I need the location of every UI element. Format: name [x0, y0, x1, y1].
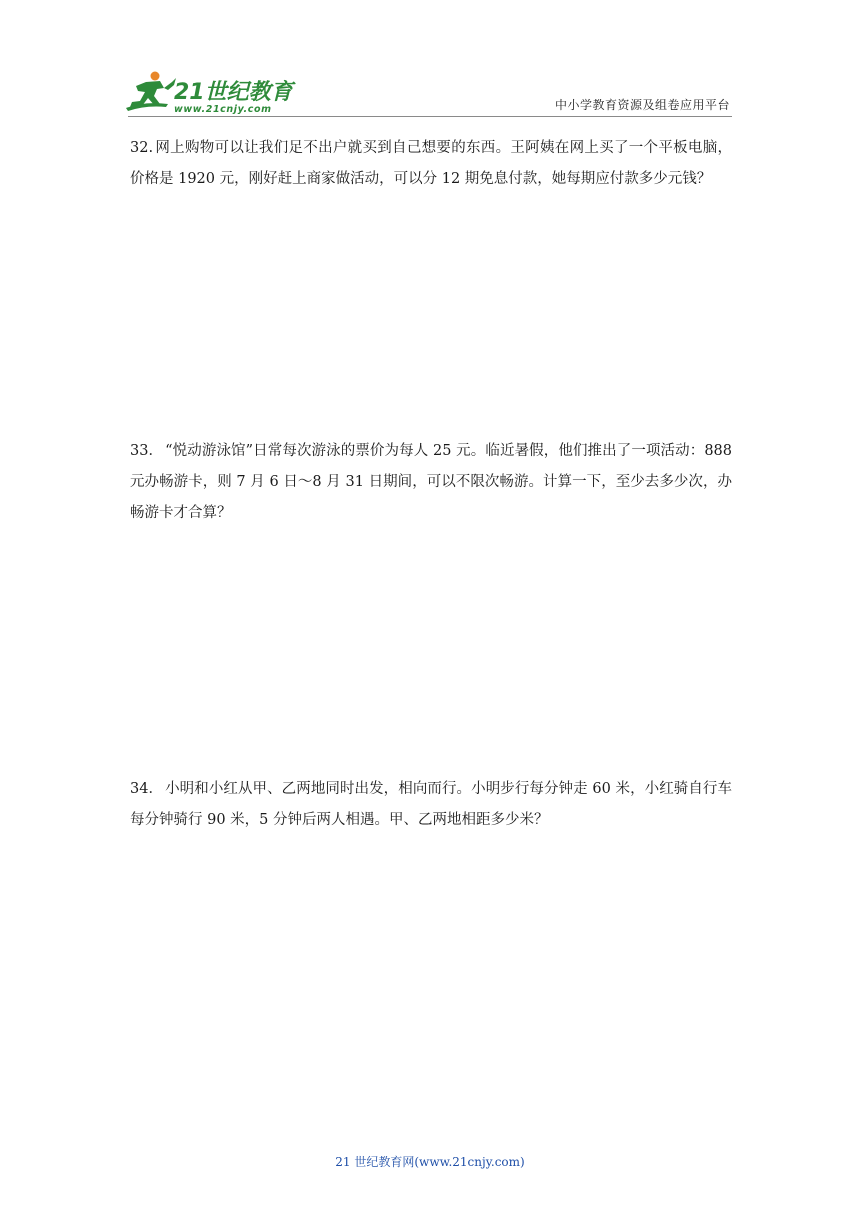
question-number: 34． [130, 781, 164, 797]
question-34 [130, 774, 732, 836]
page-footer[interactable]: 21 世纪教育网(www.21cnjy.com) [335, 1155, 525, 1169]
page-header [0, 0, 860, 118]
question-text: 小明和小红从甲、乙两地同时出发，相向而行。小明步行每分钟走 60 米，小红骑自行车每分钟骑行 90 米，5 分钟后两人相遇。甲、乙两地相距多少米？ [130, 781, 733, 828]
question-32 [130, 133, 732, 195]
logo-url-text: www.21cnjy.com [174, 104, 272, 114]
question-text: “悦动游泳馆”日常每次游泳的票价为每人 25 元。临近暑假，他们推出了一项活动：888 元办畅游卡，则 7 月 6 日～8 月 31 日期间，可以不限次畅游。计算一下，至少去多少次，办畅游卡才合算？ [130, 443, 733, 521]
logo-text: 21世纪教育 [174, 80, 293, 105]
question-text: 网上购物可以让我们足不出户就买到自己想要的东西。王阿姨在网上买了一个平板电脑，价格是 1920 元，刚好赶上商家做活动，可以分 12 期免息付款，她每期应付款多少元钱？ [130, 140, 732, 187]
site-logo[interactable] [124, 68, 299, 114]
platform-label: 中小学教育资源及组卷应用平台 [554, 98, 730, 112]
question-number: 32. [130, 140, 154, 156]
question-number: 33． [130, 443, 164, 459]
question-33 [130, 436, 732, 529]
header-divider [128, 116, 732, 117]
runner-logo-icon [124, 68, 299, 114]
